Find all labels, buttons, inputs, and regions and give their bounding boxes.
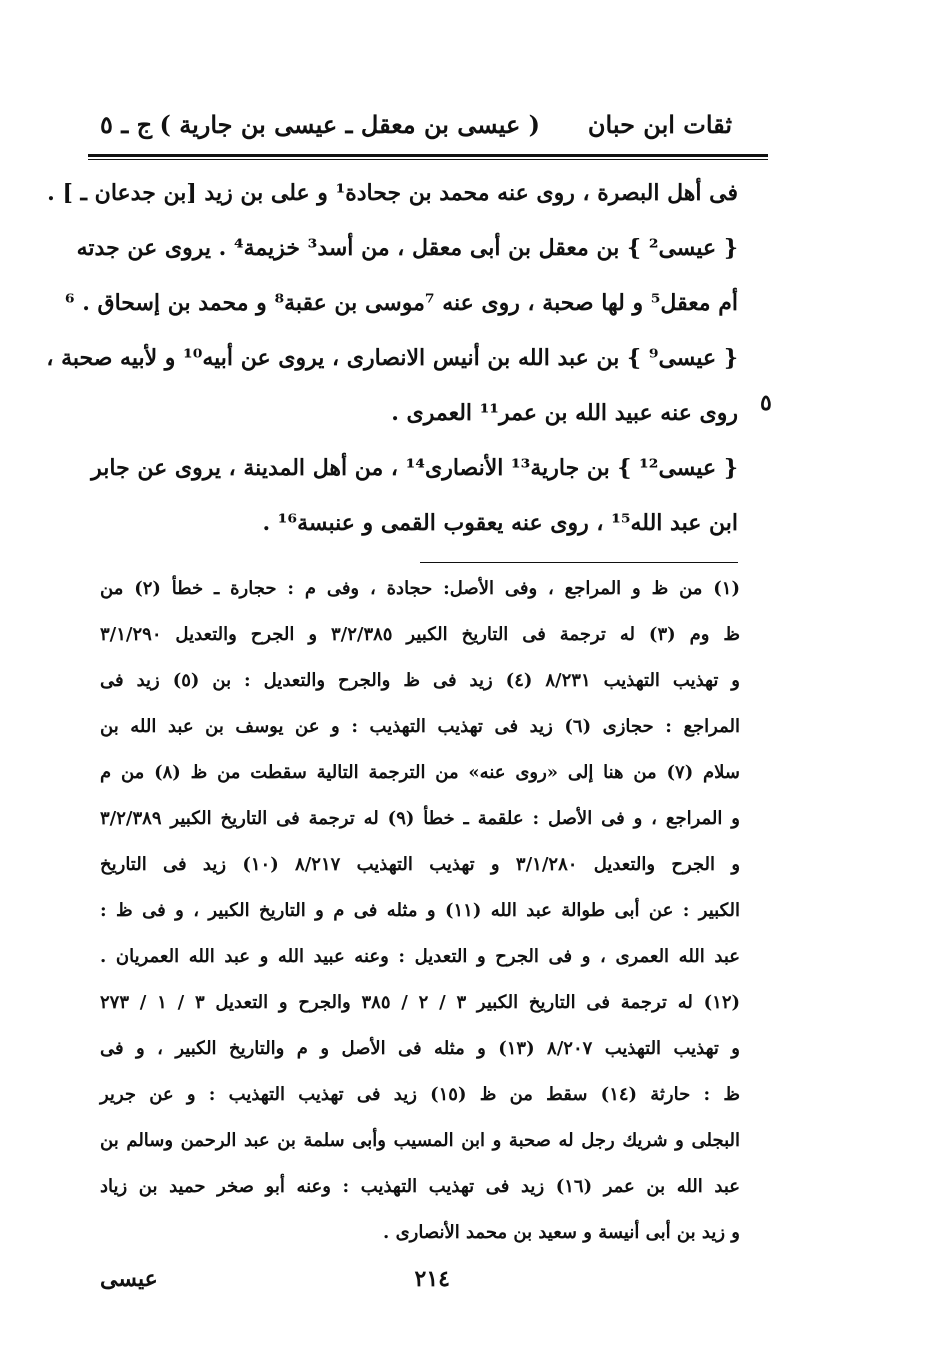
volume-label: ج ـ ٥ xyxy=(100,110,153,139)
main-text-line: { عيسى² } بن معقل بن أبى معقل ، من أسد³ خزيمة⁴ . يروى عن جدته xyxy=(76,235,738,261)
footnote-line: و تهذيب التهذيب ٨/٢٠٧ (١٣) و مثله فى الأصل و م والتاريخ الكبير ، و فى xyxy=(100,1038,741,1059)
book-title: ثقات ابن حبان xyxy=(587,110,732,139)
page-number: ٢١٤ xyxy=(414,1266,450,1292)
footnote-line: و تهذيب التهذيب ٨/٢٣١ (٤) زيد فى ظ والجرح والتعديل : بن (٥) زيد فى xyxy=(100,670,740,691)
footnote-line: و الجرح والتعديل ٣/١/٢٨٠ و تهذيب التهذيب ٨/٢١٧ (١٠) زيد فى التاريخ xyxy=(100,854,741,875)
footnote-line: (١) من ظ و المراجع ، وفى الأصل: حجادة ، وفى م : حجارة ـ خطأ (٢) من xyxy=(100,578,740,599)
main-text-line: أم معقل⁵ و لها صحبة ، روى عنه ⁷موسى بن عقبة⁸ و محمد بن إسحاق . ⁶ xyxy=(64,290,738,316)
main-text-line: { عيسى¹² } بن جارية¹³ الأنصارى¹⁴ ، من أهل المدينة ، يروى عن جابر xyxy=(91,455,738,481)
footnote-line: (١٢) له ترجمة فى التاريخ الكبير ٣ / ٢ / ٣٨٥ والجرح و التعديل ٣ / ١ / ٢٧٣ xyxy=(100,992,741,1013)
footnote-line: البجلى و شريك رجل له صحبة و ابن المسيب وأبى سلمة بن عبد الرحمن وسالم بن xyxy=(100,1130,740,1151)
main-text-line: فى أهل البصرة ، روى عنه محمد بن جحادة¹ و على بن زيد [بن جدعان ـ ] . xyxy=(47,180,738,206)
catchword: عيسى xyxy=(100,1266,158,1292)
footnote-line: ظ : حارثة (١٤) سقط من ظ (١٥) زيد فى تهذيب التهذيب : و عن جرير xyxy=(100,1084,740,1105)
page-footer xyxy=(100,1266,740,1302)
margin-line-number: ٥ xyxy=(760,390,772,416)
footnote-line: المراجع : حجازى (٦) زيد فى تهذيب التهذيب : و عن يوسف بن عبد الله بن xyxy=(100,716,740,737)
footnote-line: و المراجع ، و فى الأصل : علقمة ـ خطأ (٩) له ترجمة فى التاريخ الكبير ٣/٢/٣٨٩ xyxy=(100,808,740,829)
section-title: ( عيسى بن معقل ـ عيسى بن جارية ) xyxy=(159,110,540,139)
main-text xyxy=(46,166,738,551)
main-text-line: روى عنه عبيد الله بن عمر¹¹ العمرى . xyxy=(391,400,738,426)
footnotes xyxy=(100,566,740,1256)
main-text-line: { عيسى⁹ } بن عبد الله بن أنيس الانصارى ، يروى عن أبيه¹⁰ و لأبيه صحبة ، xyxy=(46,345,738,371)
footnote-line: الكبير : عن أبى طوالة عبد الله (١١) و مثله فى م و التاريخ الكبير ، و فى ظ : xyxy=(100,900,740,921)
main-text-line: ابن عبد الله¹⁵ ، روى عنه يعقوب القمى و عنبسة¹⁶ . xyxy=(262,510,738,536)
footnote-line: ظ وم (٣) له ترجمة فى التاريخ الكبير ٣/٢/٣٨٥ و الجرح والتعديل ٣/١/٢٩٠ xyxy=(100,624,740,645)
footnote-line: عبد الله العمرى ، و فى الجرح و التعديل : وعنه عبيد الله و عبد الله العمريان . xyxy=(100,946,740,967)
header-rule-thin xyxy=(88,159,768,160)
footnote-line: و زيد بن أبى أنيسة و سعيد بن محمد الأنصارى . xyxy=(383,1222,740,1243)
header-rule-thick xyxy=(88,154,768,157)
footnote-line: سلام (٧) من هنا إلى «روى عنه» من الترجمة التالية سقطت من ظ (٨) من م xyxy=(100,762,740,783)
running-header xyxy=(90,104,740,150)
footnote-rule xyxy=(420,562,738,563)
footnote-line: عبد الله بن عمر (١٦) زيد فى تهذيب التهذيب : وعنه أبو صخر حميد بن زياد xyxy=(100,1176,740,1197)
